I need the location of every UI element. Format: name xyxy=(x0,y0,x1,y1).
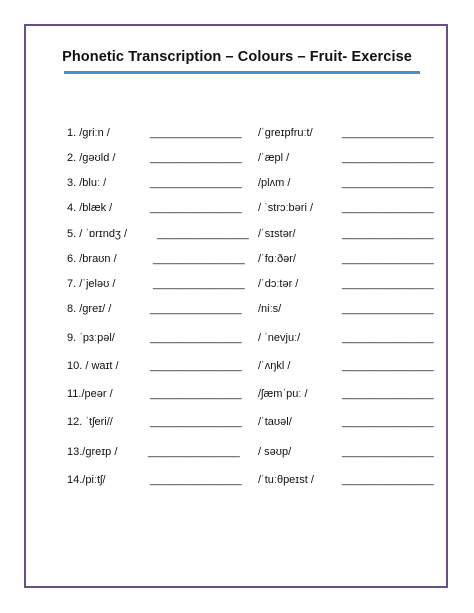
left-answer-blank[interactable]: _______________ xyxy=(150,416,242,428)
left-transcription: 13./ɡreɪp / xyxy=(67,446,118,458)
right-answer-blank[interactable]: _______________ xyxy=(342,416,434,428)
exercise-row xyxy=(0,444,474,460)
left-answer-blank[interactable]: _______________ xyxy=(150,303,242,315)
left-answer-blank[interactable]: _______________ xyxy=(150,152,242,164)
left-answer-blank[interactable]: _______________ xyxy=(150,360,242,372)
right-transcription: /ˈæpl / xyxy=(258,152,290,164)
exercise-row xyxy=(0,200,474,216)
left-transcription: 3. /bluː / xyxy=(67,177,107,189)
left-answer-blank[interactable]: _______________ xyxy=(150,332,242,344)
right-transcription: / ˈnevjuː/ xyxy=(258,332,301,344)
right-transcription: / ˈstrɔːbəri / xyxy=(258,202,314,214)
left-transcription: 6. /braʊn / xyxy=(67,253,117,265)
left-answer-blank[interactable]: _______________ xyxy=(150,177,242,189)
left-transcription: 12. ˈtʃeri// xyxy=(67,416,113,428)
exercise-row xyxy=(0,472,474,488)
exercise-row xyxy=(0,226,474,242)
right-answer-blank[interactable]: _______________ xyxy=(342,202,434,214)
left-transcription: 14./piːtʃ/ xyxy=(67,474,106,486)
left-answer-blank[interactable]: _______________ xyxy=(150,388,242,400)
right-transcription: /niːs/ xyxy=(258,303,282,315)
right-answer-blank[interactable]: _______________ xyxy=(342,228,434,240)
left-answer-blank[interactable]: _______________ xyxy=(150,202,242,214)
right-answer-blank[interactable]: _______________ xyxy=(342,127,434,139)
right-transcription: /ˈsɪstər/ xyxy=(258,228,296,240)
title-underline xyxy=(64,71,420,74)
right-answer-blank[interactable]: _______________ xyxy=(342,303,434,315)
right-answer-blank[interactable]: _______________ xyxy=(342,177,434,189)
left-answer-blank[interactable]: _______________ xyxy=(150,474,242,486)
right-answer-blank[interactable]: _______________ xyxy=(342,388,434,400)
left-transcription: 8. /ɡreɪ/ / xyxy=(67,303,112,315)
left-answer-blank[interactable]: _______________ xyxy=(153,253,245,265)
left-answer-blank[interactable]: _______________ xyxy=(153,278,245,290)
exercise-row xyxy=(0,301,474,317)
exercise-row xyxy=(0,251,474,267)
right-answer-blank[interactable]: _______________ xyxy=(342,253,434,265)
left-transcription: 2. /ɡəʊld / xyxy=(67,152,116,164)
left-answer-blank[interactable]: _______________ xyxy=(150,127,242,139)
left-transcription: 1. /griːn / xyxy=(67,127,110,139)
right-answer-blank[interactable]: _______________ xyxy=(342,360,434,372)
left-answer-blank[interactable]: _______________ xyxy=(148,446,240,458)
exercise-row xyxy=(0,358,474,374)
right-transcription: /ˈfɑːðər/ xyxy=(258,253,296,265)
right-answer-blank[interactable]: _______________ xyxy=(342,332,434,344)
exercise-row xyxy=(0,414,474,430)
exercise-row xyxy=(0,125,474,141)
exercise-row xyxy=(0,330,474,346)
right-transcription: /ˈdɔːtər / xyxy=(258,278,299,290)
exercise-row xyxy=(0,276,474,292)
right-transcription: /ˈɡreɪpfruːt/ xyxy=(258,127,313,139)
left-transcription: 9. ˈpɜːpəl/ xyxy=(67,332,115,344)
right-answer-blank[interactable]: _______________ xyxy=(342,474,434,486)
exercise-row xyxy=(0,150,474,166)
right-transcription: /ˈtaʊəl/ xyxy=(258,416,292,428)
page-title: Phonetic Transcription – Colours – Fruit- Exercise xyxy=(62,49,412,65)
right-transcription: /plʌm / xyxy=(258,177,291,189)
left-transcription: 11./peər / xyxy=(67,388,113,400)
left-transcription: 5. / ˈɒrɪndʒ / xyxy=(67,228,128,240)
right-transcription: / səʊp/ xyxy=(258,446,292,458)
exercise-row xyxy=(0,386,474,402)
right-transcription: /ˈtuːθpeɪst / xyxy=(258,474,314,486)
left-transcription: 4. /blæk / xyxy=(67,202,113,214)
left-transcription: 7. /ˈjeləʊ / xyxy=(67,278,116,290)
right-answer-blank[interactable]: _______________ xyxy=(342,278,434,290)
left-answer-blank[interactable]: _______________ xyxy=(157,228,249,240)
right-transcription: /ʃæmˈpuː / xyxy=(258,388,308,400)
exercise-row xyxy=(0,175,474,191)
right-answer-blank[interactable]: _______________ xyxy=(342,152,434,164)
right-transcription: /ˈʌŋkl / xyxy=(258,360,291,372)
left-transcription: 10. / waɪt / xyxy=(67,360,119,372)
right-answer-blank[interactable]: _______________ xyxy=(342,446,434,458)
